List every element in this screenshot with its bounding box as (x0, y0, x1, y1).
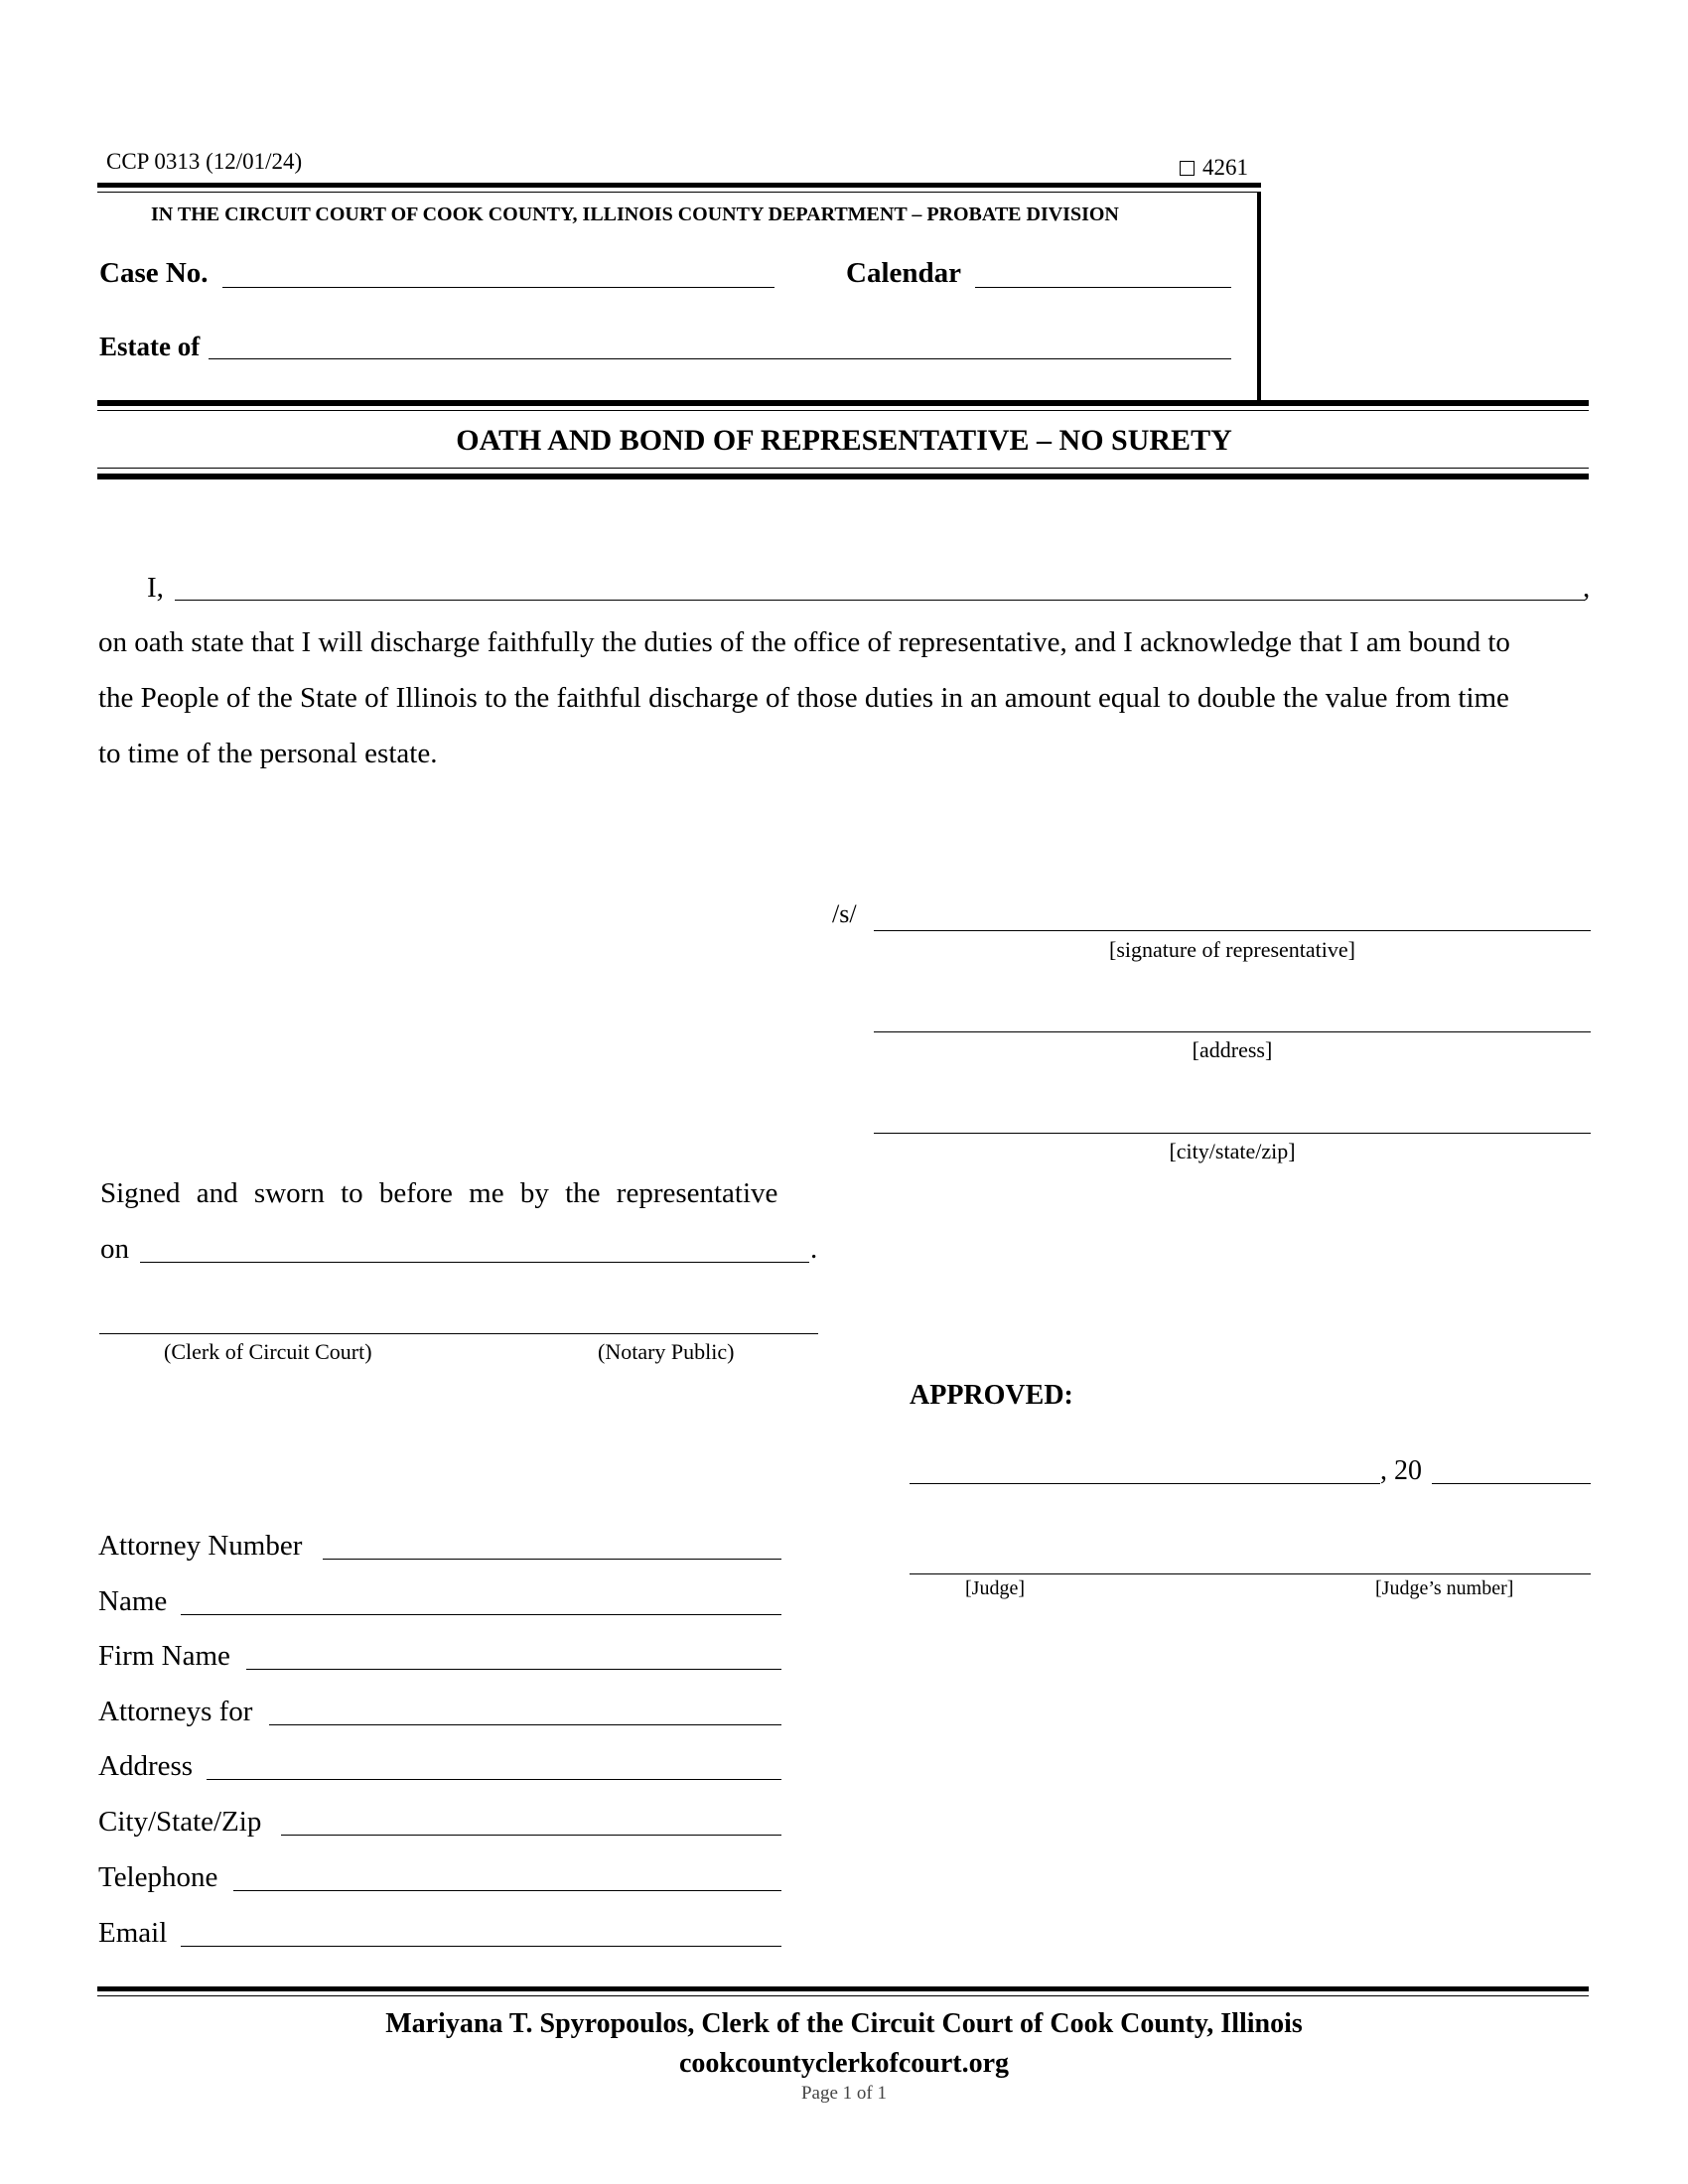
form-number-label: 4261 (1202, 155, 1248, 180)
approved-label: APPROVED: (910, 1380, 1073, 1411)
calendar-field[interactable] (975, 287, 1231, 288)
attorney-number-label: Attorney Number (98, 1530, 303, 1562)
representative-name-field[interactable] (175, 600, 1585, 601)
judge-caption: [Judge] (965, 1577, 1025, 1599)
attorney-number-field[interactable] (323, 1559, 781, 1560)
footer-clerk-line: Mariyana T. Spyropoulos, Clerk of the Circuit Court of Cook County, Illinois (385, 2008, 1303, 2039)
sworn-line: Signed and sworn to before me by the representative (100, 1177, 778, 1209)
footer-rule (97, 1986, 1589, 1991)
notary-caption: (Notary Public) (598, 1339, 735, 1364)
sworn-period: . (810, 1233, 818, 1265)
case-no-label: Case No. (99, 257, 209, 289)
oath-line-2: the People of the State of Illinois to the faithful discharge of those duties in an amount equal to double the value from time (98, 682, 1509, 714)
page-number: Page 1 of 1 (800, 2083, 887, 2104)
oath-line-3: to time of the personal estate. (98, 738, 438, 769)
title-bottom-rule-thin (97, 468, 1589, 469)
email-field[interactable] (181, 1946, 781, 1947)
estate-of-label: Estate of (99, 332, 201, 361)
title-bottom-rule (97, 474, 1589, 479)
clerk-caption: (Clerk of Circuit Court) (164, 1339, 372, 1364)
signature-field[interactable] (874, 930, 1591, 931)
sworn-on-label: on (100, 1233, 129, 1265)
approval-date-field[interactable] (910, 1483, 1380, 1484)
clerk-notary-signature-field[interactable] (99, 1333, 818, 1334)
attorney-name-label: Name (98, 1585, 168, 1617)
caption-box-top-border-thin (97, 192, 1261, 193)
court-line: IN THE CIRCUIT COURT OF COOK COUNTY, ILLINOIS COUNTY DEPARTMENT – PROBATE DIVISION (151, 204, 1119, 225)
city-state-zip-caption: [city/state/zip] (1169, 1139, 1296, 1163)
document-title: OATH AND BOND OF REPRESENTATIVE – NO SURETY (456, 424, 1232, 457)
footer-rule-thin (97, 1995, 1589, 1996)
attorney-city-field[interactable] (281, 1835, 781, 1836)
address-caption: [address] (1192, 1037, 1273, 1062)
estate-of-field[interactable] (209, 358, 1231, 359)
approval-year-field[interactable] (1432, 1483, 1591, 1484)
attorneys-for-label: Attorneys for (98, 1696, 253, 1727)
city-state-zip-field[interactable] (874, 1133, 1591, 1134)
attorney-city-label: City/State/Zip (98, 1806, 262, 1838)
sworn-date-field[interactable] (140, 1262, 809, 1263)
form-code: CCP 0313 (12/01/24) (106, 149, 303, 174)
address-field[interactable] (874, 1031, 1591, 1032)
judge-field[interactable] (910, 1573, 1591, 1574)
telephone-label: Telephone (98, 1861, 218, 1893)
attorneys-for-field[interactable] (269, 1724, 781, 1725)
form-number[interactable] (1180, 155, 1248, 181)
calendar-label: Calendar (846, 257, 961, 289)
oath-trail: , (1583, 572, 1591, 604)
oath-lead: I, (147, 572, 164, 604)
case-no-field[interactable] (222, 287, 774, 288)
attorney-address-label: Address (98, 1750, 194, 1782)
firm-name-field[interactable] (246, 1669, 781, 1670)
telephone-field[interactable] (233, 1890, 781, 1891)
approval-year-prefix: , 20 (1380, 1455, 1422, 1486)
caption-box-top-border (97, 183, 1261, 188)
title-top-rule (97, 400, 1589, 406)
s-label: /s/ (832, 899, 857, 928)
form-number-checkbox[interactable] (1180, 161, 1195, 176)
footer-website[interactable]: cookcountyclerkofcourt.org (678, 2048, 1010, 2079)
caption-box-right-border (1257, 192, 1261, 400)
title-top-rule-thin (97, 410, 1589, 411)
firm-name-label: Firm Name (98, 1640, 230, 1672)
attorney-name-field[interactable] (181, 1614, 781, 1615)
oath-line-1: on oath state that I will discharge faithfully the duties of the office of representative, and I acknowledge that I am bound to (98, 626, 1510, 658)
signature-caption: [signature of representative] (1109, 937, 1355, 962)
judge-number-caption: [Judge’s number] (1375, 1577, 1514, 1599)
attorney-address-field[interactable] (207, 1779, 781, 1780)
email-label: Email (98, 1917, 168, 1949)
